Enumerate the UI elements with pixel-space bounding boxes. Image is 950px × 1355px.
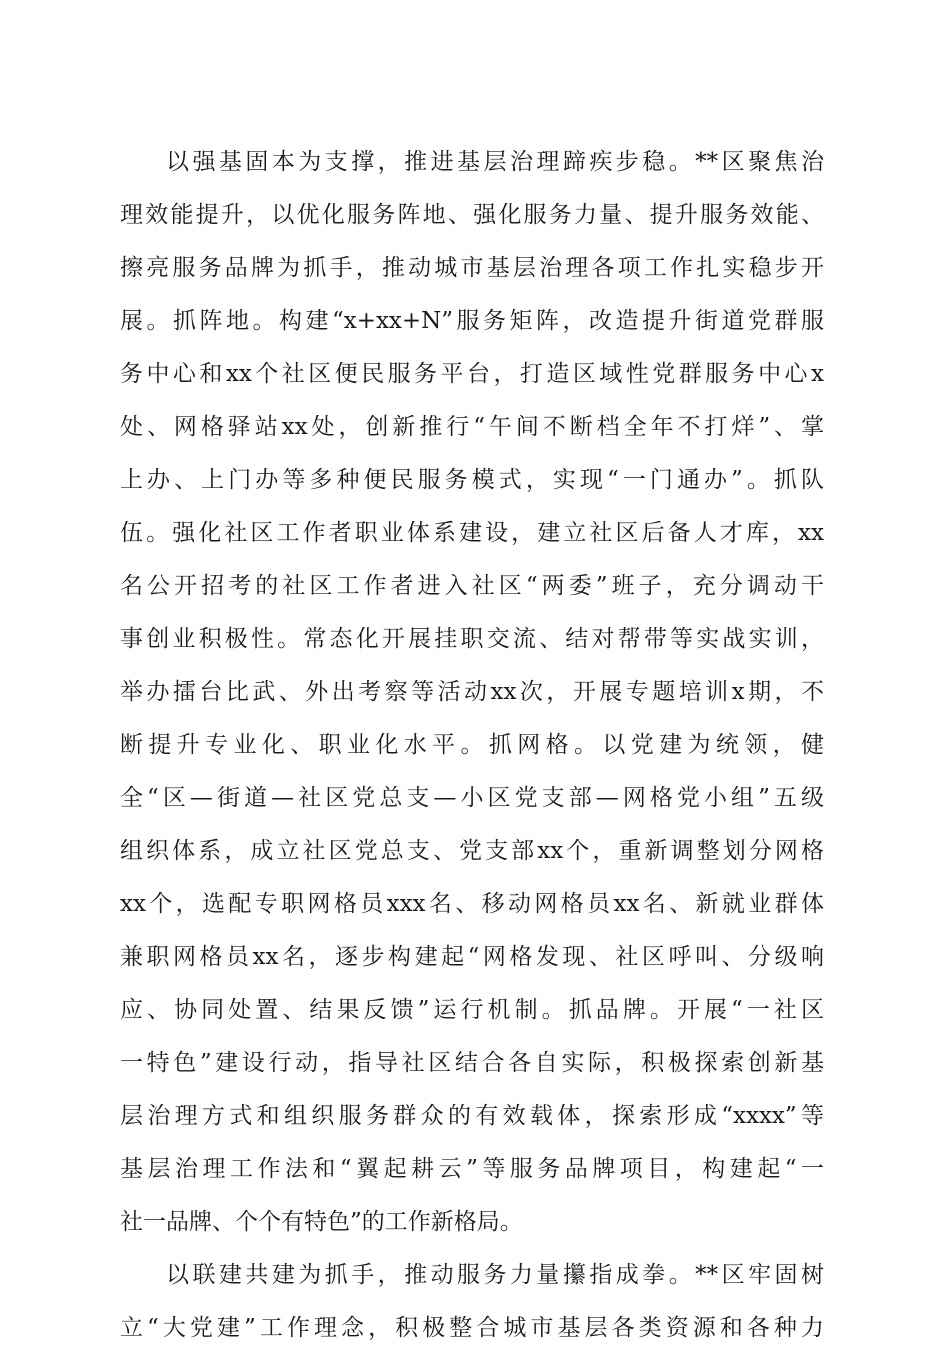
text-line: 事创业积极性。常态化开展挂职交流、结对帮带等实战实训， — [120, 626, 824, 652]
text-line: 务中心和xx个社区便民服务平台，打造区域性党群服务中心x — [120, 361, 824, 387]
text-line: 全“区—街道—社区党总支—小区党支部—网格党小组”五级 — [120, 785, 824, 811]
text-line: 举办擂台比武、外出考察等活动xx次，开展专题培训x期，不 — [120, 679, 824, 705]
text-line: 伍。强化社区工作者职业体系建设，建立社区后备人才库，xx — [120, 520, 824, 546]
text-line: 立“大党建”工作理念，积极整合城市基层各类资源和各种力 — [120, 1315, 824, 1341]
text-line: 以联建共建为抓手，推动服务力量攥指成拳。**区牢固树 — [166, 1262, 824, 1288]
text-line: 层治理方式和组织服务群众的有效载体，探索形成“xxxx”等 — [120, 1103, 824, 1129]
text-line: 擦亮服务品牌为抓手，推动城市基层治理各项工作扎实稳步开 — [120, 255, 824, 281]
text-line: 上办、上门办等多种便民服务模式，实现“一门通办”。抓队 — [120, 467, 824, 493]
text-line: 应、协同处置、结果反馈”运行机制。抓品牌。开展“一社区 — [120, 997, 824, 1023]
paragraph-2 — [120, 1249, 824, 1355]
text-line: 断提升专业化、职业化水平。抓网格。以党建为统领，健 — [120, 732, 824, 758]
text-line: 理效能提升，以优化服务阵地、强化服务力量、提升服务效能、 — [120, 202, 824, 228]
text-line: 展。抓阵地。构建“x+xx+N”服务矩阵，改造提升街道党群服 — [120, 308, 824, 334]
text-line: 基层治理工作法和“翼起耕云”等服务品牌项目，构建起“一 — [120, 1156, 824, 1182]
document-body — [120, 136, 824, 1355]
text-line: 兼职网格员xx名，逐步构建起“网格发现、社区呼叫、分级响 — [120, 944, 824, 970]
text-line: 一特色”建设行动，指导社区结合各自实际，积极探索创新基 — [120, 1050, 824, 1076]
text-line: 社一品牌、个个有特色”的工作新格局。 — [120, 1209, 523, 1235]
text-line: 处、网格驿站xx处，创新推行“午间不断档全年不打烊”、掌 — [120, 414, 824, 440]
text-line: 名公开招考的社区工作者进入社区“两委”班子，充分调动干 — [120, 573, 824, 599]
text-line: 组织体系，成立社区党总支、党支部xx个，重新调整划分网格 — [120, 838, 824, 864]
text-line: xx个，选配专职网格员xxx名、移动网格员xx名、新就业群体 — [120, 891, 824, 917]
paragraph-1 — [120, 136, 824, 1249]
text-line: 以强基固本为支撑，推进基层治理蹄疾步稳。**区聚焦治 — [166, 149, 824, 175]
